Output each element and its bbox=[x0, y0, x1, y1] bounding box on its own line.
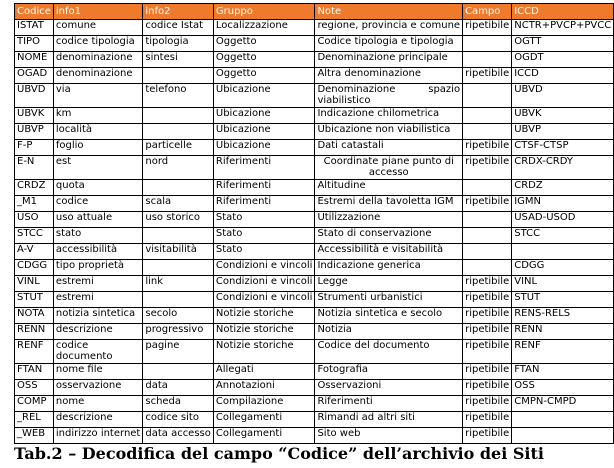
table-cell: ripetibile bbox=[463, 380, 512, 396]
table-row bbox=[15, 212, 614, 228]
table-cell bbox=[512, 428, 614, 444]
table-cell: VINL bbox=[512, 276, 614, 292]
table-cell: Denominazione spazio viabilistico bbox=[315, 84, 463, 108]
table-cell: data accesso bbox=[143, 428, 214, 444]
table-cell: UBVD bbox=[15, 84, 54, 108]
table-cell: COMP bbox=[15, 396, 54, 412]
table-cell: nome bbox=[53, 396, 142, 412]
table-cell bbox=[463, 52, 512, 68]
table-cell: estremi bbox=[53, 276, 142, 292]
table-cell: Indicazione generica bbox=[315, 260, 463, 276]
table-cell: OGDT bbox=[512, 52, 614, 68]
table-cell: Riferimenti bbox=[213, 180, 315, 196]
table-cell: NOTA bbox=[15, 308, 54, 324]
table-cell: via bbox=[53, 84, 142, 108]
table-cell: _M1 bbox=[15, 196, 54, 212]
table-cell: ripetibile bbox=[463, 396, 512, 412]
table-cell: Riferimenti bbox=[213, 196, 315, 212]
table-cell: STCC bbox=[512, 228, 614, 244]
table-row bbox=[15, 412, 614, 428]
table-cell: ripetibile bbox=[463, 428, 512, 444]
table-cell: ripetibile bbox=[463, 324, 512, 340]
table-cell: CDGG bbox=[512, 260, 614, 276]
table-cell: Oggetto bbox=[213, 52, 315, 68]
table-cell: TIPO bbox=[15, 36, 54, 52]
table-row bbox=[15, 260, 614, 276]
table-cell bbox=[463, 84, 512, 108]
table-cell: codice Istat bbox=[143, 20, 214, 36]
table-cell: _WEB bbox=[15, 428, 54, 444]
table-row bbox=[15, 396, 614, 412]
table-cell: Condizioni e vincoli bbox=[213, 260, 315, 276]
table-cell: scheda bbox=[143, 396, 214, 412]
table-cell: CRDX-CRDY bbox=[512, 156, 614, 180]
table-cell: RENF bbox=[15, 340, 54, 364]
table-cell: F-P bbox=[15, 140, 54, 156]
table-cell: Legge bbox=[315, 276, 463, 292]
table-cell: E-N bbox=[15, 156, 54, 180]
table-row bbox=[15, 244, 614, 260]
table-cell: regione, provincia e comune bbox=[315, 20, 463, 36]
table-cell: codice sito bbox=[143, 412, 214, 428]
table-caption: Tab.2 – Decodifica del campo “Codice” dell’archivio dei Siti bbox=[14, 444, 544, 463]
table-cell: sintesi bbox=[143, 52, 214, 68]
table-cell: località bbox=[53, 124, 142, 140]
table-cell: Estremi della tavoletta IGM bbox=[315, 196, 463, 212]
table-cell: Collegamenti bbox=[213, 428, 315, 444]
table-cell: IGMN bbox=[512, 196, 614, 212]
table-cell: osservazione bbox=[53, 380, 142, 396]
table-cell: Ubicazione bbox=[213, 140, 315, 156]
header-row bbox=[15, 4, 614, 20]
table-cell: Altra denominazione bbox=[315, 68, 463, 84]
table-cell: progressivo bbox=[143, 324, 214, 340]
header-cell: Note bbox=[315, 4, 463, 20]
table-row bbox=[15, 124, 614, 140]
table-cell: CTSF-CTSP bbox=[512, 140, 614, 156]
table-cell: accessibilità bbox=[53, 244, 142, 260]
table-row bbox=[15, 36, 614, 52]
table-cell bbox=[463, 260, 512, 276]
table-cell bbox=[143, 292, 214, 308]
header-cell: Codice bbox=[15, 4, 54, 20]
table-cell: tipo proprietà bbox=[53, 260, 142, 276]
table-cell: telefono bbox=[143, 84, 214, 108]
table-cell: ICCD bbox=[512, 68, 614, 84]
table-cell: Ubicazione non viabilistica bbox=[315, 124, 463, 140]
table-cell: USAD-USOD bbox=[512, 212, 614, 228]
table-cell bbox=[463, 180, 512, 196]
table-cell bbox=[463, 108, 512, 124]
table-cell: ripetibile bbox=[463, 340, 512, 364]
table-cell: RENF bbox=[512, 340, 614, 364]
table-cell: OSS bbox=[512, 380, 614, 396]
table-cell: ISTAT bbox=[15, 20, 54, 36]
table-cell: data bbox=[143, 380, 214, 396]
table-cell bbox=[143, 260, 214, 276]
table-cell: link bbox=[143, 276, 214, 292]
table-cell: Riferimenti bbox=[213, 156, 315, 180]
table-cell: Codice del documento bbox=[315, 340, 463, 364]
table-cell: tipologia bbox=[143, 36, 214, 52]
table-cell: Osservazioni bbox=[315, 380, 463, 396]
table-cell: Ubicazione bbox=[213, 108, 315, 124]
table-cell: uso attuale bbox=[53, 212, 142, 228]
table-cell bbox=[143, 364, 214, 380]
table-cell: codice documento bbox=[53, 340, 142, 364]
table-cell: quota bbox=[53, 180, 142, 196]
table-cell: UBVP bbox=[512, 124, 614, 140]
table-cell: Annotazioni bbox=[213, 380, 315, 396]
table-cell: Sito web bbox=[315, 428, 463, 444]
table-cell bbox=[143, 180, 214, 196]
table-row bbox=[15, 380, 614, 396]
table-row bbox=[15, 156, 614, 180]
table-cell: Altitudine bbox=[315, 180, 463, 196]
table-cell: OGAD bbox=[15, 68, 54, 84]
table-row bbox=[15, 308, 614, 324]
header-cell: info1 bbox=[53, 4, 142, 20]
table-cell: ripetibile bbox=[463, 308, 512, 324]
table-cell: Strumenti urbanistici bbox=[315, 292, 463, 308]
table-cell: UBVP bbox=[15, 124, 54, 140]
table-row bbox=[15, 108, 614, 124]
table-row bbox=[15, 84, 614, 108]
table-cell: FTAN bbox=[15, 364, 54, 380]
table-cell: Notizie storiche bbox=[213, 340, 315, 364]
table-cell: descrizione bbox=[53, 412, 142, 428]
table-cell: Oggetto bbox=[213, 36, 315, 52]
table-cell bbox=[463, 36, 512, 52]
table-cell: ripetibile bbox=[463, 68, 512, 84]
table-cell bbox=[463, 212, 512, 228]
table-cell: Stato di conservazione bbox=[315, 228, 463, 244]
table-cell: STUT bbox=[512, 292, 614, 308]
table-cell: _REL bbox=[15, 412, 54, 428]
table-cell bbox=[463, 244, 512, 260]
table-cell: UBVK bbox=[15, 108, 54, 124]
header-cell: Gruppo bbox=[213, 4, 315, 20]
table-cell: nord bbox=[143, 156, 214, 180]
table-cell: CRDZ bbox=[15, 180, 54, 196]
table-cell: scala bbox=[143, 196, 214, 212]
table-row bbox=[15, 340, 614, 364]
table-row bbox=[15, 364, 614, 380]
table-cell: A-V bbox=[15, 244, 54, 260]
table-cell: STCC bbox=[15, 228, 54, 244]
table-cell: ripetibile bbox=[463, 276, 512, 292]
table-cell: Allegati bbox=[213, 364, 315, 380]
table-cell: Notizie storiche bbox=[213, 324, 315, 340]
table-cell: Utilizzazione bbox=[315, 212, 463, 228]
table-cell: Compilazione bbox=[213, 396, 315, 412]
table-cell: visitabilità bbox=[143, 244, 214, 260]
table-cell: Ubicazione bbox=[213, 124, 315, 140]
table-cell: Collegamenti bbox=[213, 412, 315, 428]
table-cell: Stato bbox=[213, 244, 315, 260]
table-cell: Ubicazione bbox=[213, 84, 315, 108]
header-cell: info2 bbox=[143, 4, 214, 20]
table-cell: Stato bbox=[213, 228, 315, 244]
table-cell bbox=[463, 124, 512, 140]
table-cell bbox=[143, 68, 214, 84]
table-cell: foglio bbox=[53, 140, 142, 156]
codice-table bbox=[14, 3, 614, 444]
table-cell: ripetibile bbox=[463, 292, 512, 308]
table-cell: RENS-RELS bbox=[512, 308, 614, 324]
table-cell: particelle bbox=[143, 140, 214, 156]
table-cell: NCTR+PVCP+PVCC bbox=[512, 20, 614, 36]
table-cell: FTAN bbox=[512, 364, 614, 380]
table-row bbox=[15, 196, 614, 212]
table-cell: Riferimenti bbox=[315, 396, 463, 412]
table-cell: UBVK bbox=[512, 108, 614, 124]
table-cell: nome file bbox=[53, 364, 142, 380]
table-cell: comune bbox=[53, 20, 142, 36]
table-cell bbox=[512, 244, 614, 260]
table-cell bbox=[143, 124, 214, 140]
table-row bbox=[15, 324, 614, 340]
table-row bbox=[15, 20, 614, 36]
table-cell: descrizione bbox=[53, 324, 142, 340]
table-cell: ripetibile bbox=[463, 412, 512, 428]
table-cell: Fotografia bbox=[315, 364, 463, 380]
table-cell: OSS bbox=[15, 380, 54, 396]
table-cell bbox=[143, 108, 214, 124]
table-row bbox=[15, 428, 614, 444]
table-cell: stato bbox=[53, 228, 142, 244]
table-cell: USO bbox=[15, 212, 54, 228]
table-cell: uso storico bbox=[143, 212, 214, 228]
table-cell: estremi bbox=[53, 292, 142, 308]
header-cell: ICCD bbox=[512, 4, 614, 20]
table-cell: ripetibile bbox=[463, 364, 512, 380]
table-cell: denominazione bbox=[53, 52, 142, 68]
table-row bbox=[15, 276, 614, 292]
table-cell: ripetibile bbox=[463, 156, 512, 180]
table-row bbox=[15, 180, 614, 196]
table-cell: UBVD bbox=[512, 84, 614, 108]
table-cell bbox=[463, 228, 512, 244]
table-cell: CRDZ bbox=[512, 180, 614, 196]
table-cell: VINL bbox=[15, 276, 54, 292]
table-cell: Dati catastali bbox=[315, 140, 463, 156]
table-cell: notizia sintetica bbox=[53, 308, 142, 324]
table-cell: Notizie storiche bbox=[213, 308, 315, 324]
table-cell: Notizia bbox=[315, 324, 463, 340]
table-cell: STUT bbox=[15, 292, 54, 308]
table-cell: Accessibilità e visitabilità bbox=[315, 244, 463, 260]
table-cell: Condizioni e vincoli bbox=[213, 292, 315, 308]
table-cell bbox=[143, 228, 214, 244]
table-cell: codice tipologia bbox=[53, 36, 142, 52]
table-row bbox=[15, 140, 614, 156]
table-cell: pagine bbox=[143, 340, 214, 364]
table-row bbox=[15, 228, 614, 244]
table-cell: NOME bbox=[15, 52, 54, 68]
table-cell: Localizzazione bbox=[213, 20, 315, 36]
table-row bbox=[15, 68, 614, 84]
table-cell: codice bbox=[53, 196, 142, 212]
table-cell: Codice tipologia e tipologia bbox=[315, 36, 463, 52]
table-cell: km bbox=[53, 108, 142, 124]
table-cell: CMPN-CMPD bbox=[512, 396, 614, 412]
table-cell: Rimandi ad altri siti bbox=[315, 412, 463, 428]
table-cell: Indicazione chilometrica bbox=[315, 108, 463, 124]
table-cell: OGTT bbox=[512, 36, 614, 52]
table-row bbox=[15, 292, 614, 308]
table-cell bbox=[512, 412, 614, 428]
table-cell: RENN bbox=[512, 324, 614, 340]
table-cell: CDGG bbox=[15, 260, 54, 276]
table-cell: ripetibile bbox=[463, 196, 512, 212]
table-row bbox=[15, 52, 614, 68]
table-cell: Notizia sintetica e secolo bbox=[315, 308, 463, 324]
table-cell: indirizzo internet bbox=[53, 428, 142, 444]
table-cell: Denominazione principale bbox=[315, 52, 463, 68]
table-cell: est bbox=[53, 156, 142, 180]
table-cell: ripetibile bbox=[463, 140, 512, 156]
table-cell: RENN bbox=[15, 324, 54, 340]
table-cell: denominazione bbox=[53, 68, 142, 84]
table-cell: ripetibile bbox=[463, 20, 512, 36]
table-cell: Oggetto bbox=[213, 68, 315, 84]
table-cell: Condizioni e vincoli bbox=[213, 276, 315, 292]
header-cell: Campo bbox=[463, 4, 512, 20]
table-cell: Stato bbox=[213, 212, 315, 228]
table-cell: Coordinate piane punto di accesso bbox=[315, 156, 463, 180]
table-cell: secolo bbox=[143, 308, 214, 324]
